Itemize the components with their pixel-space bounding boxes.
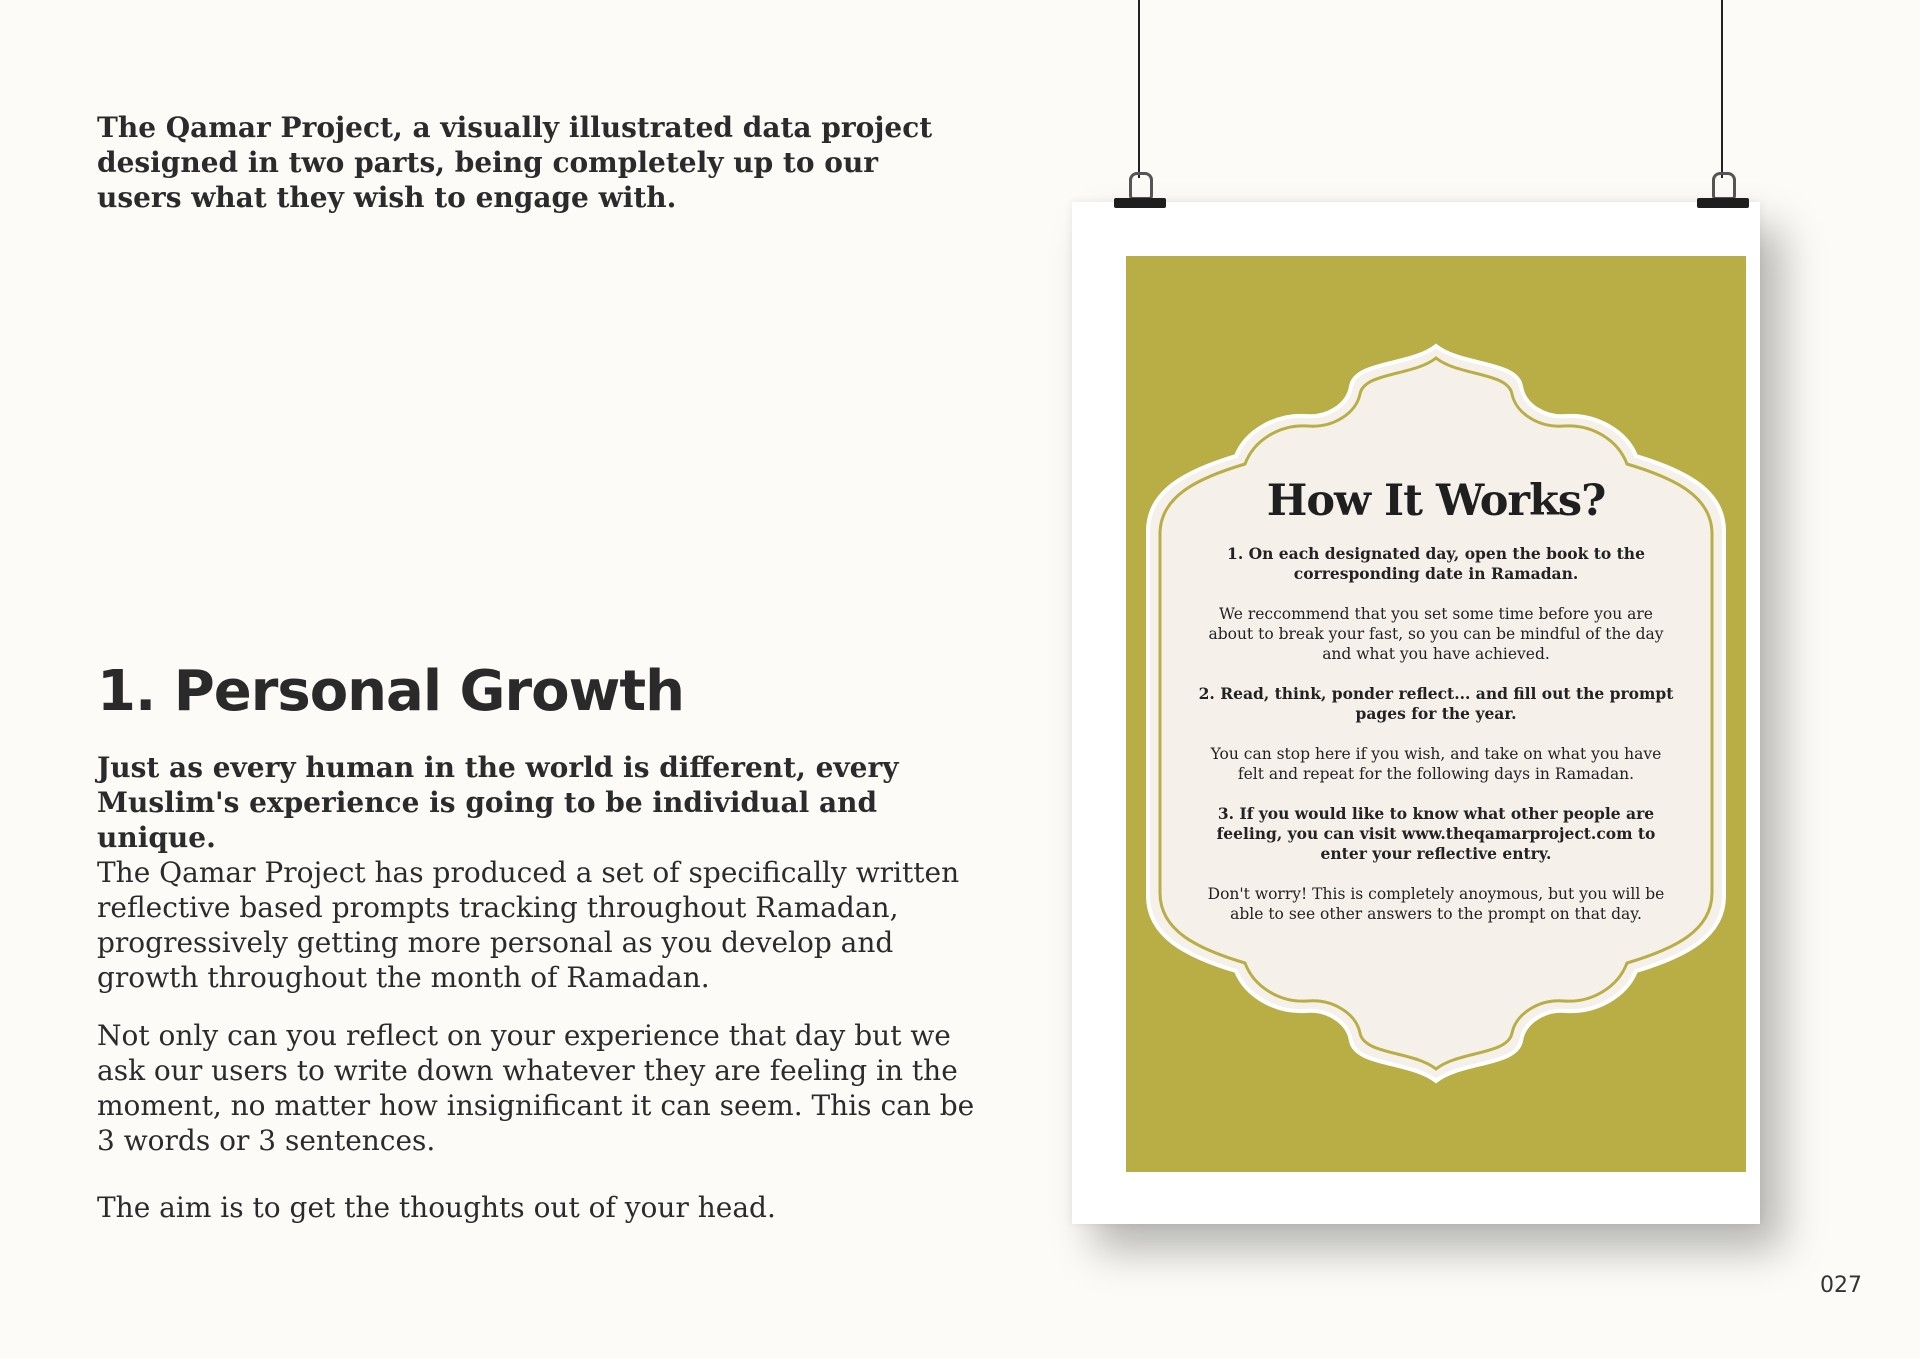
page-number: 027 xyxy=(1820,1273,1862,1298)
poster-step-note: You can stop here if you wish, and take on what you have felt and repeat for the following days in Ramadan. xyxy=(1210,745,1662,783)
poster xyxy=(1072,202,1760,1224)
poster-step-note: We reccommend that you set some time before you are about to break your fast, so you can be mindful of the day and what you have achieved. xyxy=(1208,605,1664,663)
poster-step: 3. If you would like to know what other people are feeling, you can visit www.theqamarproject.com to enter your reflective entry. xyxy=(1216,804,1656,863)
section-lead: Just as every human in the world is different, every Muslim's experience is going to be individual and unique. xyxy=(97,751,899,854)
poster-background xyxy=(1126,256,1746,1172)
poster-step: 1. On each designated day, open the book to the corresponding date in Ramadan. xyxy=(1227,544,1645,583)
body-paragraph: The Qamar Project has produced a set of specifically written reflective based prompts tracking throughout Ramadan, progressively getting more personal as you develop and growth throughout the month of Ramadan. xyxy=(97,856,960,994)
binder-clip-right xyxy=(1705,172,1741,214)
hanging-wire-left xyxy=(1138,0,1140,178)
body-paragraph: The aim is to get the thoughts out of your head. xyxy=(97,1191,776,1224)
poster-step: 2. Read, think, ponder reflect... and fill out the prompt pages for the year. xyxy=(1198,684,1674,723)
poster-title: How It Works? xyxy=(1266,476,1606,526)
poster-step-note: Don't worry! This is completely anoymous, but you will be able to see other answers to the prompt on that day. xyxy=(1207,885,1665,923)
intro-text: The Qamar Project, a visually illustrated data project designed in two parts, being completely up to our users what they wish to engage with. xyxy=(97,111,933,214)
hanging-wire-right xyxy=(1721,0,1723,178)
poster-card-text xyxy=(1196,476,1676,944)
section-title: 1. Personal Growth xyxy=(97,659,684,724)
binder-clip-left xyxy=(1122,172,1158,214)
body-paragraph: Not only can you reflect on your experience that day but we ask our users to write down whatever they are feeling in the moment, no matter how insignificant it can seem. This can be 3 words or 3 sentences. xyxy=(97,1019,975,1157)
